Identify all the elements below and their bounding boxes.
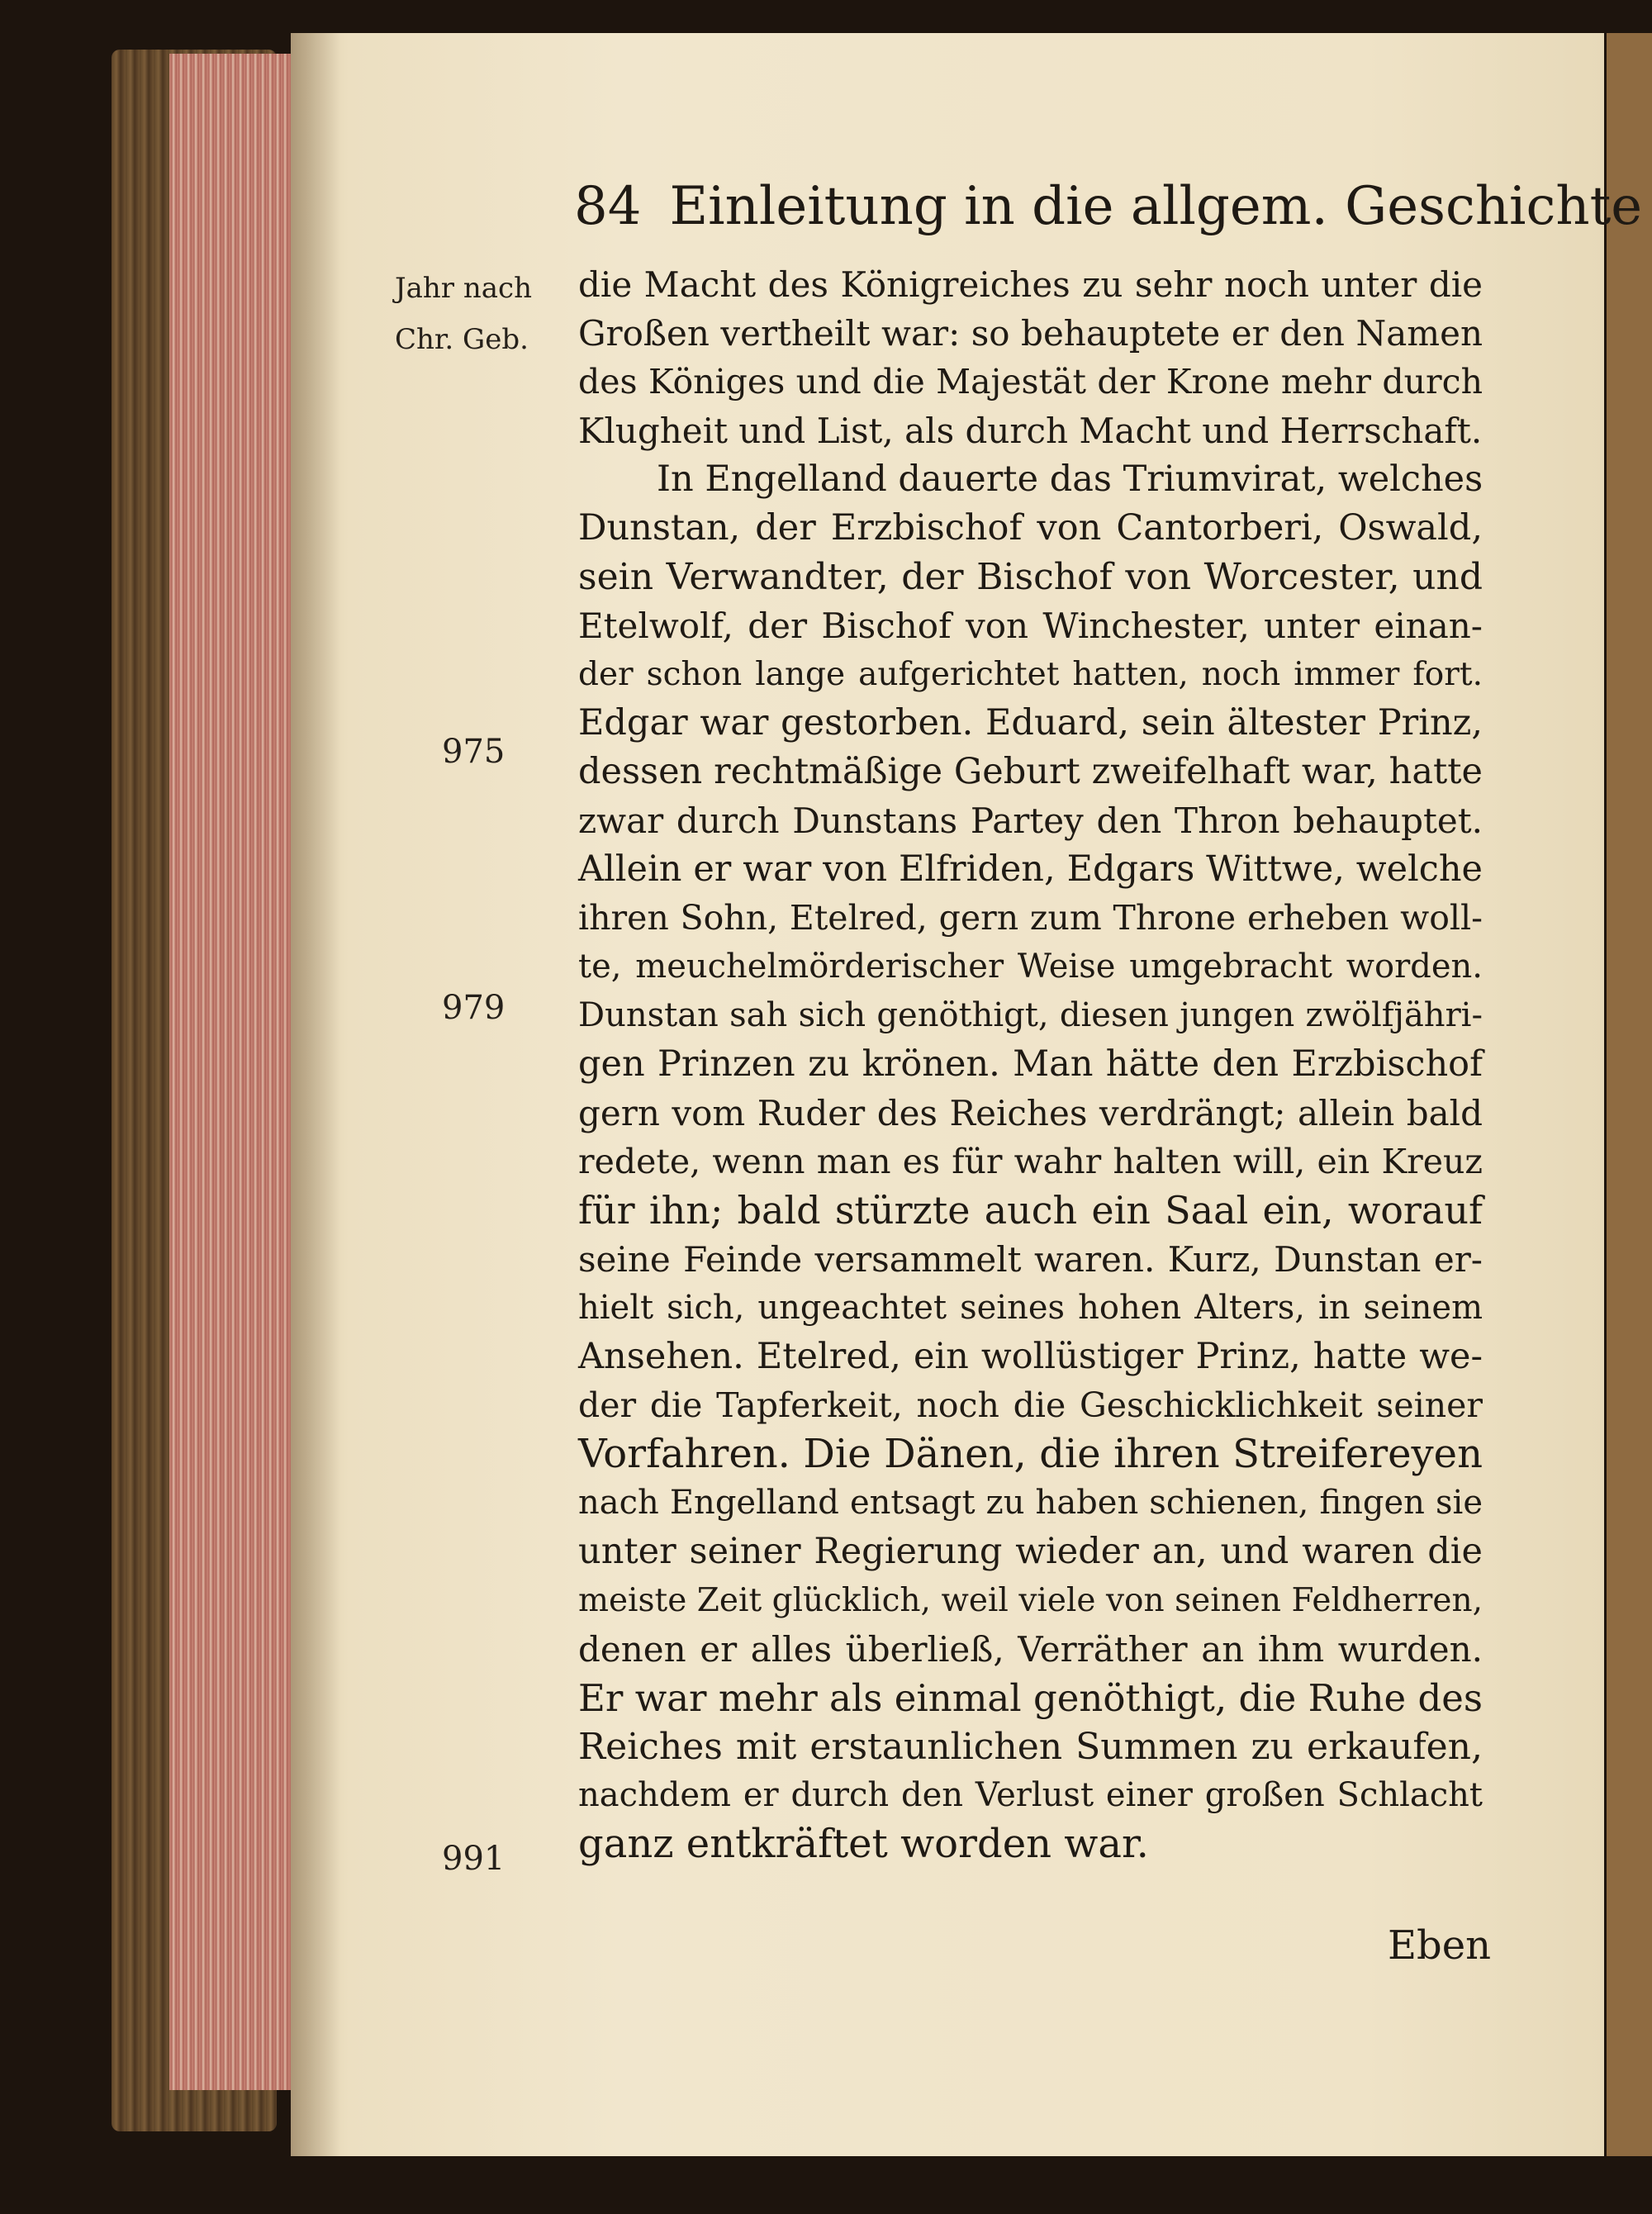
- margin-year: 979: [442, 989, 506, 1027]
- text-line: des Königes und die Majestät der Krone mehr durch: [578, 362, 1483, 401]
- text-line: Großen vertheilt war: so behauptete er den Namen: [578, 313, 1483, 354]
- text-line: die Macht des Königreiches zu sehr noch unter die: [578, 264, 1483, 305]
- text-line: zwar durch Dunstans Partey den Thron behauptet.: [578, 801, 1483, 841]
- text-line: nachdem er durch den Verlust einer großen Schlacht: [578, 1776, 1483, 1814]
- text-line: nach Engelland entsagt zu haben schienen, fingen sie: [578, 1484, 1483, 1522]
- text-line: Dunstan sah sich genöthigt, diesen jungen zwölfjähri-: [578, 996, 1483, 1034]
- marginal-sidenote: [395, 263, 577, 365]
- text-line: gen Prinzen zu krönen. Man hätte den Erzbischof: [578, 1043, 1483, 1085]
- text-line: redete, wenn man es für wahr halten will, ein Kreuz: [578, 1142, 1483, 1181]
- text-line: Reiches mit erstaunlichen Summen zu erkaufen,: [578, 1726, 1483, 1768]
- text-line: Klugheit und List, als durch Macht und Herrschaft.: [578, 411, 1483, 451]
- margin-year: 991: [442, 1840, 506, 1878]
- text-line: der schon lange aufgerichtet hatten, noch immer fort.: [578, 656, 1483, 693]
- text-line: sein Verwandter, der Bischof von Worcester, und: [578, 556, 1483, 598]
- text-line: Dunstan, der Erzbischof von Cantorberi, Oswald,: [578, 507, 1483, 549]
- text-line: Ansehen. Etelred, ein wollüstiger Prinz, hatte we-: [578, 1336, 1483, 1377]
- text-line: ihren Sohn, Etelred, gern zum Throne erheben woll-: [578, 898, 1483, 938]
- text-line: Allein er war von Elfriden, Edgars Wittwe, welche: [578, 848, 1483, 890]
- text-line: Er war mehr als einmal genöthigt, die Ruhe des: [578, 1676, 1483, 1720]
- text-line: der die Tapferkeit, noch die Geschicklichkeit seiner: [578, 1385, 1483, 1425]
- running-title: Einleitung in die allgem. Geschichte: [669, 176, 1643, 237]
- running-head: [574, 165, 1643, 248]
- text-line: dessen rechtmäßige Geburt zweifelhaft war, hatte: [578, 751, 1483, 792]
- text-line: für ihn; bald stürzte auch ein Saal ein, worauf: [578, 1188, 1483, 1233]
- text-line: gern vom Ruder des Reiches verdrängt; allein bald: [578, 1093, 1483, 1133]
- text-line: Edgar war gestorben. Eduard, sein ältester Prinz,: [578, 702, 1483, 744]
- margin-year: 975: [442, 733, 506, 771]
- sidenote-line: Jahr nach: [395, 272, 532, 305]
- text-line: unter seiner Regierung wieder an, und waren die: [578, 1531, 1483, 1572]
- text-line: denen er alles überließ, Verräther an ihm wurden.: [578, 1629, 1483, 1670]
- text-line: te, meuchelmörderischer Weise umgebracht worden.: [578, 948, 1483, 986]
- text-line: ganz entkräftet worden war.: [578, 1821, 1149, 1867]
- text-line: In Engelland dauerte das Triumvirat, welches: [657, 458, 1483, 500]
- body-text: [578, 260, 1483, 1869]
- text-line: Etelwolf, der Bischof von Winchester, unter einan-: [578, 606, 1483, 646]
- catchword: Eben: [1388, 1922, 1492, 1969]
- text-line: seine Feinde versammelt waren. Kurz, Dunstan er-: [578, 1239, 1483, 1280]
- page-number: 84: [574, 176, 642, 237]
- gutter-shadow: [291, 33, 340, 2156]
- sidenote-line: Chr. Geb.: [395, 323, 529, 356]
- facing-page-edge: [1607, 33, 1652, 2156]
- text-line: Vorfahren. Die Dänen, die ihren Streifereyen: [578, 1431, 1483, 1477]
- text-line: meiste Zeit glücklich, weil viele von seinen Feldherren,: [578, 1582, 1483, 1619]
- text-line: hielt sich, ungeachtet seines hohen Alters, in seinem: [578, 1289, 1483, 1327]
- page-edges: [169, 54, 306, 2090]
